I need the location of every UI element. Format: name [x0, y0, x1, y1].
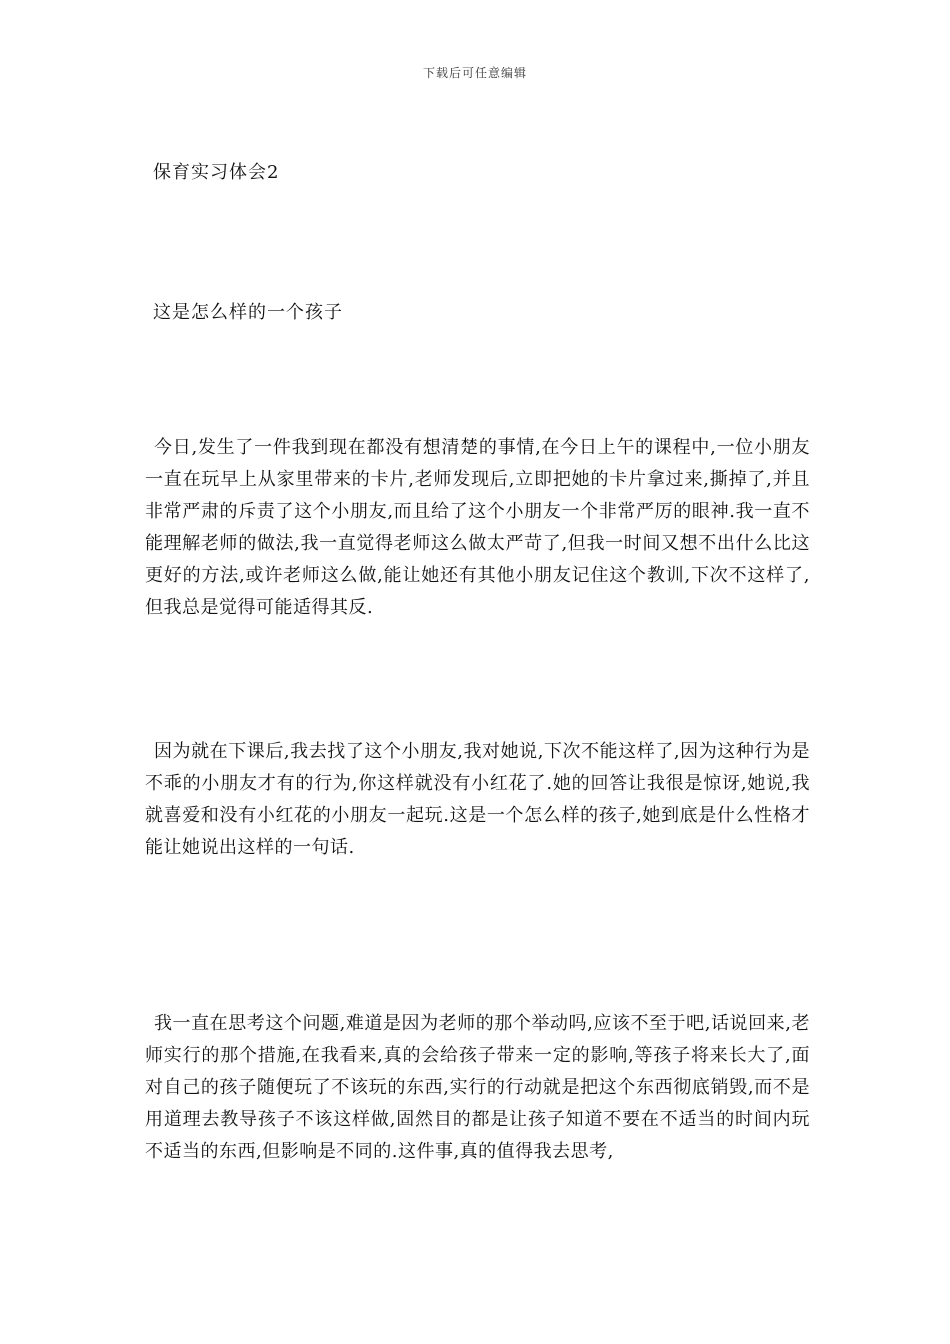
paragraph-2: 因为就在下课后,我去找了这个小朋友,我对她说,下次不能这样了,因为这种行为是不乖的小朋友才有的行为,你这样就没有小红花了.她的回答让我很是惊讶,她说,我就喜爱和没有小红花的小朋友一起玩.这是一个怎么样的孩子,她到底是什么性格才能让她说出这样的一句话. [145, 741, 810, 858]
paragraph-1: 今日,发生了一件我到现在都没有想清楚的事情,在今日上午的课程中,一位小朋友一直在玩早上从家里带来的卡片,老师发现后,立即把她的卡片拿过来,撕掉了,并且非常严肃的斥责了这个小朋友,而且给了这个小朋友一个非常严厉的眼神.我一直不能理解老师的做法,我一直觉得老师这么做太严苛了,但我一时间又想不出什么比这更好的方法,或许老师这么做,能让她还有其他小朋友记住这个教训,下次不这样了,但我总是觉得可能适得其反. [145, 437, 810, 618]
document-subtitle: 这是怎么样的一个孩子 [153, 302, 343, 323]
paragraph-3: 我一直在思考这个问题,难道是因为老师的那个举动吗,应该不至于吧,话说回来,老师实行的那个措施,在我看来,真的会给孩子带来一定的影响,等孩子将来长大了,面对自己的孩子随便玩了不该玩的东西,实行的行动就是把这个东西彻底销毁,而不是用道理去教导孩子不该这样做,固然目的都是让孩子知道不要在不适当的时间内玩不适当的东西,但影响是不同的.这件事,真的值得我去思考, [145, 1013, 810, 1162]
document-title: 保育实习体会2 [153, 162, 280, 183]
page-header: 下载后可任意编辑 [422, 66, 527, 80]
